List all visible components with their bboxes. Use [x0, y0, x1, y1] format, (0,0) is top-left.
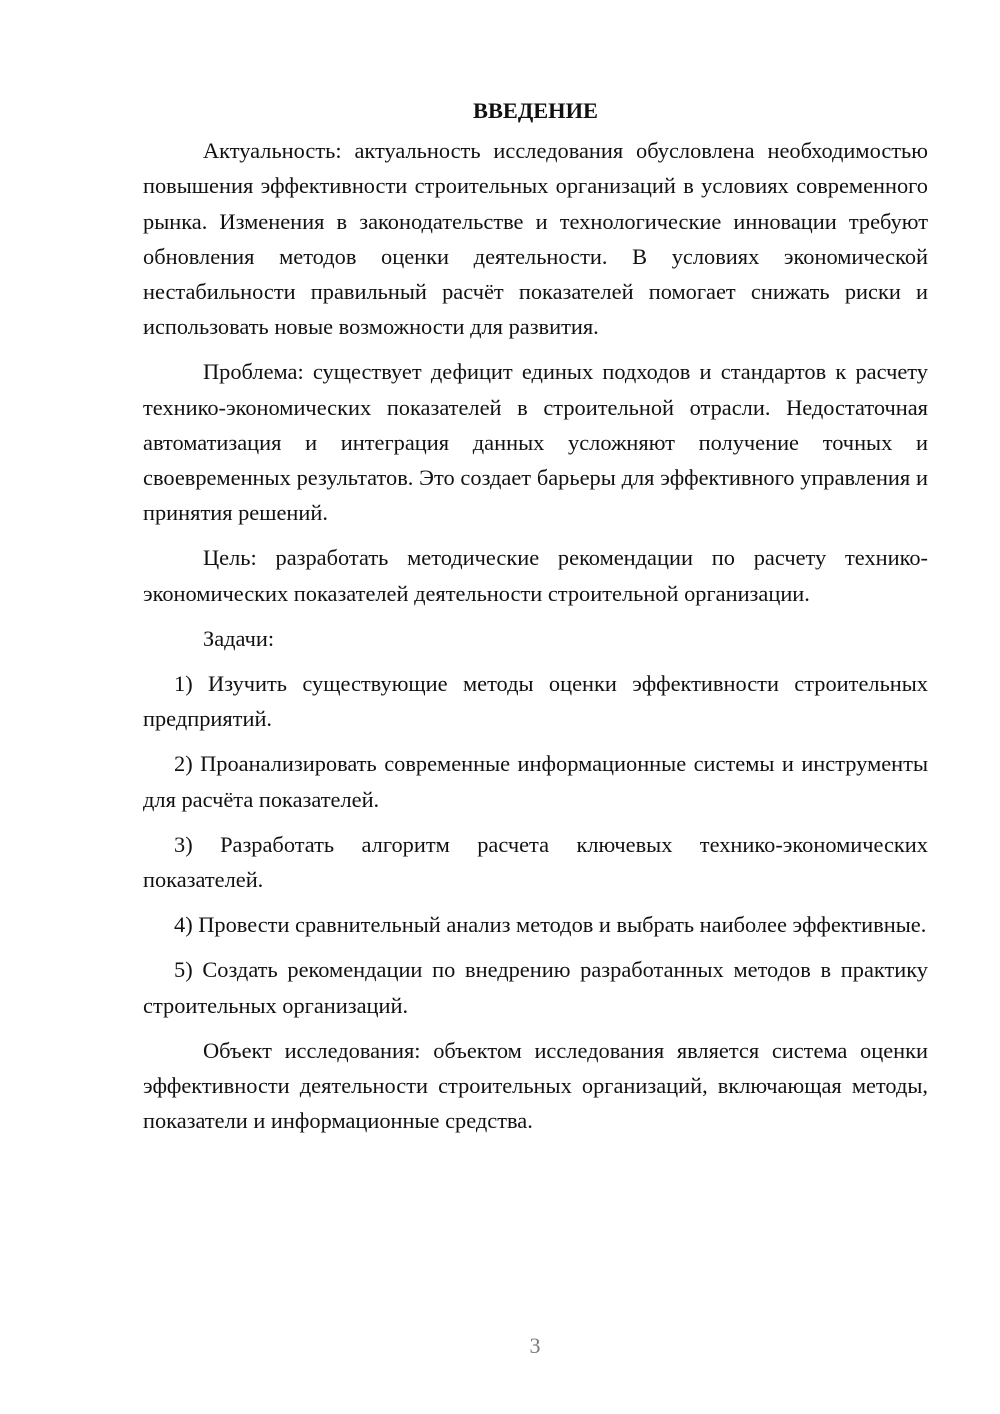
tasks-heading: Задачи: [203, 625, 275, 651]
relevance-paragraph: Актуальность: актуальность исследования обусловлена необходимостью повышения эффективности строительных организаций в условиях современного рынка. Изменения в законодательстве и технологические инновации требуют обновления методов оценки деятельности. В условиях экономической нестабильности правильный расчёт показателей помогает снижать риски и использовать новые возможности для развития. [143, 138, 928, 340]
task-item: 4) Провести сравнительный анализ методов и выбрать наиболее эффективные. [174, 912, 927, 938]
document-body [143, 93, 928, 1148]
task-item: 1) Изучить существующие методы оценки эффективности строительных предприятий. [143, 671, 928, 732]
task-item: 3) Разработать алгоритм расчета ключевых технико-экономических показателей. [143, 831, 928, 893]
section-title: ВВЕДЕНИЕ [473, 98, 598, 123]
task-item: 5) Создать рекомендации по внедрению разработанных методов в практику строительных организаций. [143, 957, 928, 1018]
page-number: 3 [529, 1333, 541, 1358]
goal-paragraph: Цель: разработать методические рекомендации по расчету технико-экономических показателей деятельности строительной организации. [143, 545, 928, 606]
research-object-paragraph: Объект исследования: объектом исследования является система оценки эффективности деятельности строительных организаций, включающая методы, показатели и информационные средства. [143, 1037, 928, 1134]
problem-paragraph: Проблема: существует дефицит единых подходов и стандартов к расчету технико-экономических показателей в строительной отрасли. Недостаточная автоматизация и интеграция данных усложняют получение точных и своевременных результатов. Это создает барьеры для эффективного управления и принятия решений. [143, 359, 928, 526]
task-item: 2) Проанализировать современные информационные системы и инструменты для расчёта показателей. [143, 751, 928, 812]
